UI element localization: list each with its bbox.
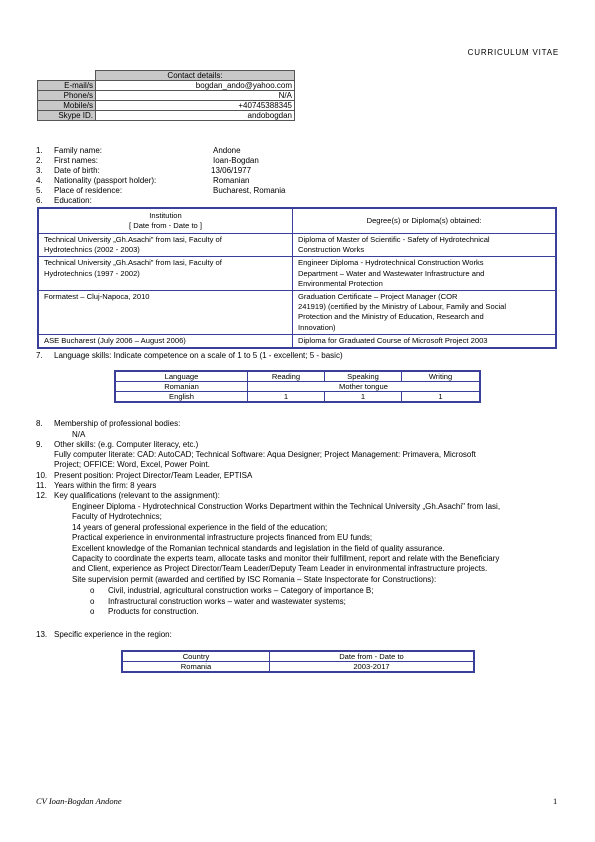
education-degree: Diploma for Graduated Course of Microsoft Project 2003 — [293, 334, 557, 348]
writing-header: Writing — [402, 371, 481, 382]
table-row — [38, 334, 556, 348]
table-row — [38, 234, 556, 257]
mother-tongue-cell: Mother tongue — [248, 382, 481, 392]
nationality-value: Romanian — [213, 176, 250, 185]
family-name-label: Family name: — [54, 146, 103, 155]
list-item: 5. Place of residence: Bucharest, Romania — [36, 186, 286, 195]
table-row — [115, 382, 480, 392]
date-of-birth-value: 13/06/1977 — [211, 166, 252, 175]
country-header: Country — [122, 651, 270, 662]
list-item: 4. Nationality (passport holder): Romanian — [36, 176, 250, 185]
education-institution: Formatest – Cluj-Napoca, 2010 — [38, 291, 293, 335]
list-item: 3. Date of birth: 13/06/1977 — [36, 166, 252, 175]
document-title: CURRICULUM VITAE — [467, 48, 559, 57]
education-table — [37, 207, 557, 349]
language-skills-heading: 7. Language skills: Indicate competence on a scale of 1 to 5 (1 - excellent; 5 - basic) — [36, 351, 343, 360]
country-cell: Romania — [122, 662, 270, 673]
residence-value: Bucharest, Romania — [213, 186, 286, 195]
language-header: Language — [115, 371, 248, 382]
table-row — [38, 291, 556, 335]
reading-score: 1 — [248, 392, 325, 403]
list-item: 2. First names: Ioan-Bogdan — [36, 156, 259, 165]
list-item: N/A — [72, 430, 86, 439]
language-table — [114, 370, 481, 403]
footer-cv-name: CV Ioan-Bogdan Andone — [36, 796, 122, 806]
dates-header: Date from - Date to — [270, 651, 475, 662]
contact-value-email[interactable]: bogdan_ando@yahoo.com — [96, 81, 295, 91]
list-item: o Products for construction. — [90, 607, 199, 616]
date-of-birth-label: Date of birth: — [54, 166, 100, 175]
contact-value-phone: N/A — [96, 91, 295, 101]
circle-bullet-icon: o — [90, 586, 95, 595]
list-item: 1. Family name: Andone — [36, 146, 241, 155]
table-row — [115, 392, 480, 403]
page-number: 1 — [553, 796, 558, 806]
language-name: Romanian — [115, 382, 248, 392]
dates-cell: 2003-2017 — [270, 662, 475, 673]
contact-value-mobile: +40745388345 — [96, 101, 295, 111]
list-item: 6. Education: — [36, 196, 92, 205]
language-name: English — [115, 392, 248, 403]
contact-label-skype: Skype ID. — [38, 111, 96, 121]
list-item: Excellent knowledge of the Romanian technical standards and legislation in the field of quality assurance. — [72, 544, 445, 553]
first-names-value: Ioan-Bogdan — [213, 156, 259, 165]
list-item: 14 years of general professional experience in the field of the education; — [72, 523, 328, 532]
list-item: o Infrastructural construction works – water and wastewater systems; — [90, 597, 346, 606]
circle-bullet-icon: o — [90, 607, 95, 616]
table-row — [38, 257, 556, 291]
membership-heading: 8. Membership of professional bodies: — [36, 419, 181, 428]
list-item: Engineer Diploma - Hydrotechnical Construction Works Department within the Technical University „Gh.Asachi" from Iasi, Faculty of Hydrotechnics; — [72, 502, 501, 522]
writing-score: 1 — [402, 392, 481, 403]
contact-value-skype: andobogdan — [96, 111, 295, 121]
education-degree: Diploma of Master of Scientific - Safety of Hydrotechnical Construction Works — [293, 234, 557, 257]
list-item: Site supervision permit (awarded and certified by ISC Romania – State Inspectorate for Constructions): — [72, 575, 437, 584]
years-within-firm: 11. Years within the firm: 8 years — [36, 481, 157, 490]
list-item: o Civil, industrial, agricultural construction works – Category of importance B; — [90, 586, 374, 595]
circle-bullet-icon: o — [90, 597, 95, 606]
region-heading: 13. Specific experience in the region: — [36, 630, 172, 639]
contact-details-table — [37, 70, 295, 121]
speaking-score: 1 — [325, 392, 402, 403]
speaking-header: Speaking — [325, 371, 402, 382]
education-header-degree: Degree(s) or Diploma(s) obtained: — [293, 208, 557, 234]
reading-header: Reading — [248, 371, 325, 382]
other-skills-detail: Fully computer literate: CAD: AutoCAD; Technical Software: Aqua Designer; Project Management: Primavera, Microsoft Project; OFFICE: Word, Excel, Power Point. — [54, 450, 476, 470]
region-table — [121, 650, 475, 673]
list-item: Capacity to coordinate the experts team, allocate tasks and monitor their fulfillment, report and relate with the Beneficiary and Client, experience as Project Director/Team Leader/Deputy Team Leader in environmental infrastructure projects. — [72, 554, 500, 574]
personal-details-list — [36, 146, 436, 206]
family-name-value: Andone — [213, 146, 241, 155]
table-row — [122, 662, 474, 673]
nationality-label: Nationality (passport holder): — [54, 176, 157, 185]
education-degree: Graduation Certificate – Project Manager (COR 241919) (certified by the Ministry of Labour, Family and Social Protection and the Ministry of Education, Research and Innovation) — [293, 291, 557, 335]
contact-label-mobile: Mobile/s — [38, 101, 96, 111]
contact-label-phone: Phone/s — [38, 91, 96, 101]
contact-label-email: E-mail/s — [38, 81, 96, 91]
education-institution: Technical University „Gh.Asachi" from Iasi, Faculty of Hydrotechnics (1997 - 2002) — [38, 257, 293, 291]
other-skills-heading: 9. Other skills: (e.g. Computer literacy, etc.) — [36, 440, 199, 449]
education-header-institution: Institution [ Date from - Date to ] — [38, 208, 293, 234]
present-position: 10. Present position: Project Director/Team Leader, EPTISA — [36, 471, 253, 480]
key-qualifications-heading: 12. Key qualifications (relevant to the assignment): — [36, 491, 220, 500]
education-degree: Engineer Diploma - Hydrotechnical Construction Works Department – Water and Wastewater Infrastructure and Environmental Protection — [293, 257, 557, 291]
residence-label: Place of residence: — [54, 186, 123, 195]
contact-heading: Contact details: — [96, 71, 295, 81]
education-label: Education: — [54, 196, 92, 205]
first-names-label: First names: — [54, 156, 99, 165]
education-institution: Technical University „Gh.Asachi" from Iasi, Faculty of Hydrotechnics (2002 - 2003) — [38, 234, 293, 257]
list-item: Practical experience in environmental infrastructure projects financed from EU funds; — [72, 533, 373, 542]
education-institution: ASE Bucharest (July 2006 – August 2006) — [38, 334, 293, 348]
